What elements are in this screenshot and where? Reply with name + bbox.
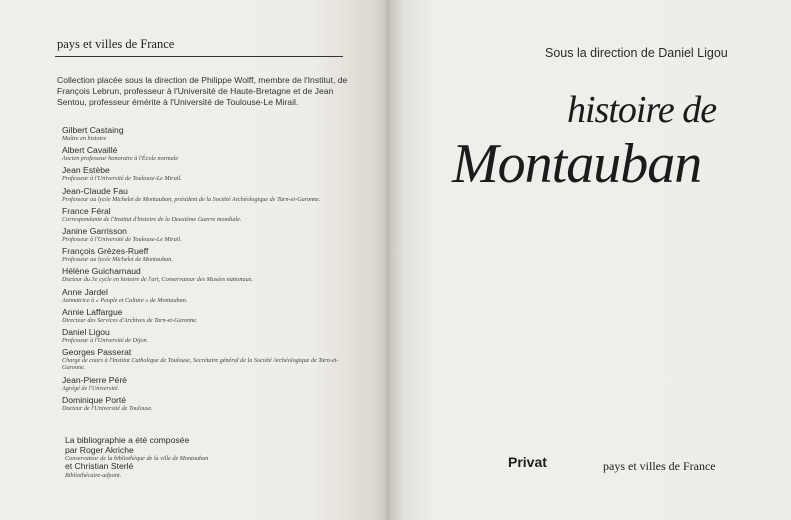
author-name: Jean Estèbe [62, 165, 110, 176]
book-title-line2: Montauban [452, 133, 702, 195]
author-desc: Professeur à l'Université de Toulouse-Le Mirail. [62, 236, 182, 244]
author-desc: Agrégé de l'Université. [62, 384, 120, 392]
author-entry [62, 347, 352, 371]
series-rule [55, 56, 343, 57]
author-name: Albert Cavaillé [62, 145, 118, 156]
author-entry [62, 226, 352, 243]
publisher-name: Privat [508, 454, 547, 470]
author-desc: Chargé de cours à l'Institut Catholique de Toulouse, Secrétaire général de la Société Archéologique de Tarn-et-Garonne. [62, 357, 339, 372]
author-desc: Animatrice à « Peuple et Culture » de Montauban. [62, 296, 188, 304]
author-desc: Professeur à l'Université de Toulouse-Le Mirail. [62, 175, 182, 183]
author-entry [62, 186, 352, 203]
editor-direction: Sous la direction de Daniel Ligou [545, 46, 728, 60]
author-name: France Féral [62, 205, 111, 216]
book-gutter [384, 0, 392, 520]
bibliography-desc: Conservateur de la bibliothèque de la ville de Montauban [65, 455, 209, 462]
book-title-line1: histoire de [567, 89, 717, 131]
author-entry [62, 125, 352, 142]
right-page [388, 0, 791, 520]
author-name: Hélène Guicharnaud [62, 266, 141, 277]
series-title: pays et villes de France [57, 37, 175, 51]
author-desc: Professeur à l'Université de Dijon. [62, 337, 149, 345]
series-footer: pays et villes de France [603, 459, 716, 473]
author-name: Janine Garrisson [62, 226, 127, 237]
author-desc: Maître en histoire [62, 135, 107, 142]
author-list [62, 125, 352, 415]
author-entry [62, 266, 352, 283]
author-entry [62, 327, 352, 344]
author-name: Georges Passerat [62, 347, 132, 358]
author-entry [62, 145, 352, 162]
collection-note: Collection placée sous la direction de Philippe Wolff, membre de l'Institut, de François Lebrun, professeur à l'Université de Haute-Bretagne et de Jean Sentou, professeur émérite à l'Université de Toulouse-Le Mirail. [57, 75, 348, 108]
author-desc: Correspondante de l'Institut d'histoire de la Deuxième Guerre mondiale. [62, 215, 242, 223]
author-entry [62, 246, 352, 263]
bibliography-line: par Roger Akriche [65, 444, 134, 455]
author-name: Gilbert Castaing [62, 125, 124, 135]
bibliography-desc: Bibliothécaire-adjoint. [65, 471, 122, 479]
author-entry [62, 206, 352, 223]
author-desc: Docteur du 3e cycle en histoire de l'art, Conservateur des Musées nationaux. [62, 276, 253, 284]
author-entry [62, 165, 352, 182]
author-desc: Professeur au lycée Michelet de Montauban, président de la Société Archéologique de Tarn-et-Garonne. [62, 195, 321, 203]
author-name: Jean-Pierre Péré [62, 374, 127, 385]
author-name: Jean-Claude Fau [62, 185, 128, 196]
author-name: Annie Laffargue [62, 306, 123, 317]
author-name: Dominique Porté [62, 394, 127, 405]
bibliography-line: La bibliographie a été composée [65, 435, 190, 445]
author-entry [62, 307, 352, 324]
author-desc: Ancien professeur honoraire à l'École normale [62, 155, 179, 163]
author-desc: Professeur au lycée Michelet de Montauban. [62, 256, 173, 264]
author-entry [62, 287, 352, 304]
author-desc: Directeur des Services d'Archives de Tarn-et-Garonne. [62, 316, 198, 324]
author-entry [62, 395, 352, 412]
left-page [0, 0, 388, 520]
author-entry [62, 375, 352, 392]
author-name: François Grèzes-Rueff [62, 246, 149, 257]
author-name: Anne Jardel [62, 286, 108, 297]
author-name: Daniel Ligou [62, 327, 110, 338]
bibliography-credit [65, 436, 345, 479]
author-desc: Docteur de l'Université de Toulouse. [62, 404, 153, 412]
bibliography-line: et Christian Sterlé [65, 461, 134, 472]
